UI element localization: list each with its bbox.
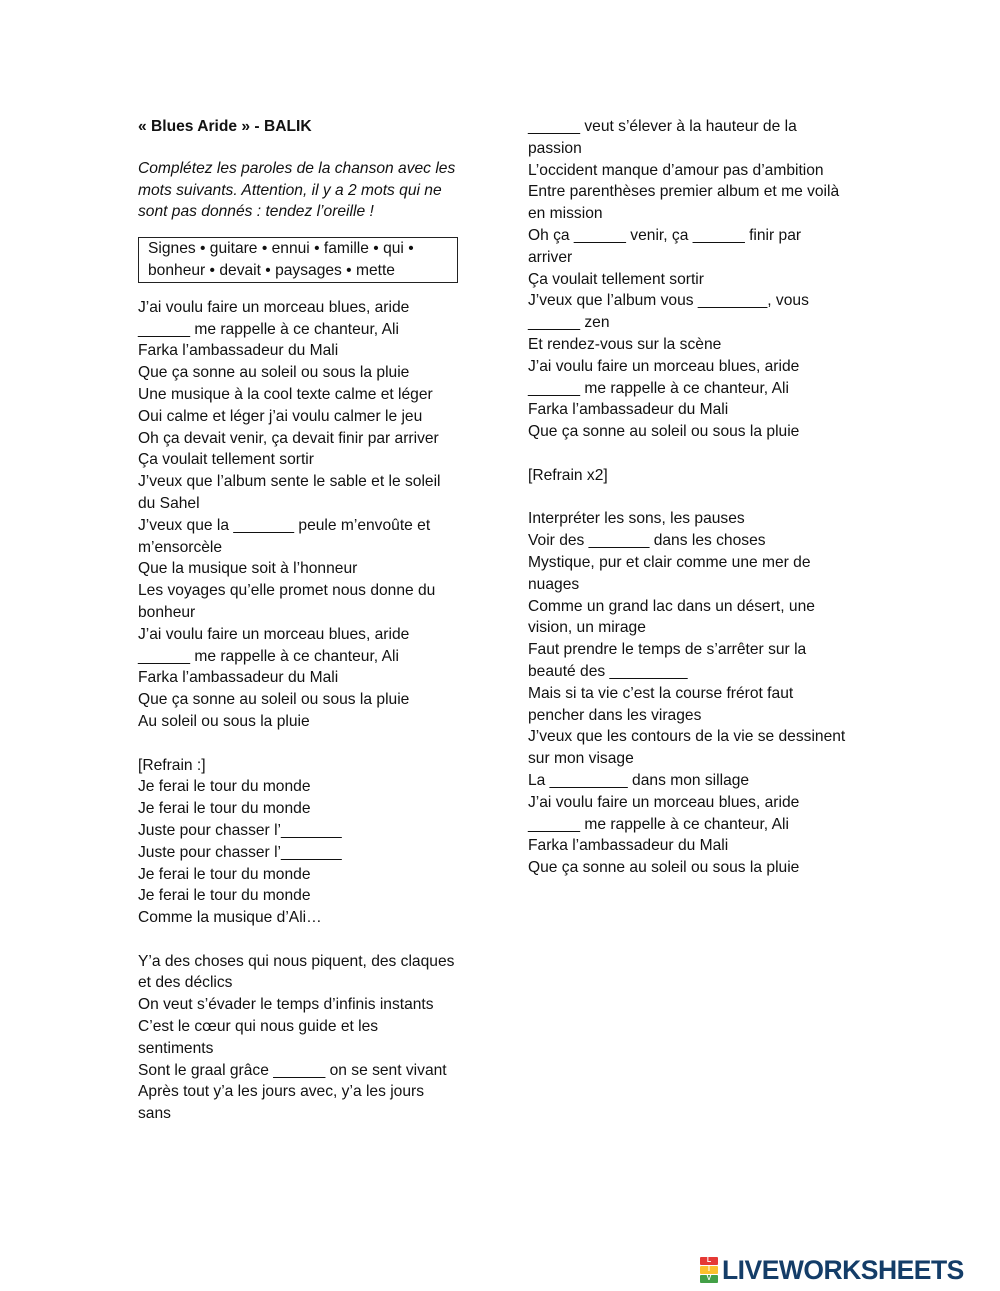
lyric-line: [Refrain x2]: [528, 466, 608, 484]
lyric-line: Interpréter les sons, les pauses: [528, 510, 745, 528]
lyric-line: pencher dans les virages: [528, 706, 702, 724]
lyric-line: Comme la musique d’Ali…: [138, 909, 322, 927]
lyric-line: ______ zen: [528, 314, 610, 332]
stanza-gap: [138, 929, 478, 951]
lyric-line: Que ça sonne au soleil ou sous la pluie: [528, 859, 800, 877]
lyric-line: Entre parenthèses premier album et me voilà: [528, 183, 840, 201]
lyric-line: Je ferai le tour du monde: [138, 778, 311, 796]
lyric-line: du Sahel: [138, 494, 200, 512]
instructions: [138, 158, 478, 223]
lyric-line: J’veux que l’album vous ________, vous: [528, 292, 809, 310]
lyric-line: ______ me rappelle à ce chanteur, Ali: [528, 815, 789, 833]
lyric-line: Oui calme et léger j’ai voulu calmer le jeu: [138, 407, 423, 425]
song-title: « Blues Aride » - BALIK: [138, 118, 312, 135]
lyric-line: passion: [528, 139, 582, 157]
lyric-line: Que la musique soit à l’honneur: [138, 560, 358, 578]
right-column: [528, 116, 873, 879]
lyric-line: Mystique, pur et clair comme une mer de: [528, 553, 811, 571]
lyric-line: Voir des _______ dans les choses: [528, 532, 766, 550]
lyric-line: Que ça sonne au soleil ou sous la pluie: [528, 423, 800, 441]
lyric-line: Farka l’ambassadeur du Mali: [528, 837, 729, 855]
logo-mark-icon: [700, 1257, 718, 1284]
lyric-line: arriver: [528, 248, 573, 266]
lyric-line: Les voyages qu’elle promet nous donne du: [138, 582, 436, 600]
lyric-line: ______ veut s’élever à la hauteur de la: [528, 118, 797, 135]
instruction-line: Complétez les paroles de la chanson avec les: [138, 159, 456, 177]
lyric-line: [Refrain :]: [138, 756, 206, 774]
word-bank-box: [138, 237, 458, 283]
instruction-line: sont pas donnés : tendez l’oreille !: [138, 203, 374, 221]
instruction-line: mots suivants. Attention, il y a 2 mots qui ne: [138, 181, 442, 199]
lyric-line: Au soleil ou sous la pluie: [138, 712, 310, 730]
lyric-line: Je ferai le tour du monde: [138, 800, 311, 818]
lyric-line: Ça voulait tellement sortir: [138, 451, 314, 469]
lyric-line: Après tout y’a les jours avec, y’a les jours: [138, 1083, 425, 1101]
logo-mark-letter: L: [700, 1257, 718, 1265]
stanza-gap: [528, 443, 873, 465]
lyric-line: Sont le graal grâce ______ on se sent vivant: [138, 1061, 447, 1079]
lyric-line: Je ferai le tour du monde: [138, 865, 311, 883]
lyric-line: J’ai voulu faire un morceau blues, aride: [138, 298, 410, 316]
lyric-line: J’ai voulu faire un morceau blues, aride: [528, 357, 800, 375]
lyric-line: J’ai voulu faire un morceau blues, aride: [138, 625, 410, 643]
lyric-line: Que ça sonne au soleil ou sous la pluie: [138, 364, 410, 382]
logo-mark-letter: I: [700, 1266, 718, 1274]
lyric-line: en mission: [528, 205, 603, 223]
lyric-line: nuages: [528, 575, 580, 593]
right-lyrics: [528, 116, 873, 879]
lyric-line: J’veux que l’album sente le sable et le soleil: [138, 473, 441, 491]
lyric-line: vision, un mirage: [528, 619, 646, 637]
lyric-line: Farka l’ambassadeur du Mali: [528, 401, 729, 419]
word-bank-line: bonheur • devait • paysages • mette: [148, 261, 395, 279]
lyric-line: Et rendez-vous sur la scène: [528, 335, 722, 353]
lyric-line: On veut s’évader le temps d’infinis instants: [138, 996, 434, 1014]
logo-mark-letter: V: [700, 1275, 718, 1283]
stanza-gap: [528, 487, 873, 509]
lyric-line: sans: [138, 1105, 171, 1123]
lyric-line: Que ça sonne au soleil ou sous la pluie: [138, 691, 410, 709]
left-lyrics: [138, 297, 478, 1125]
lyric-line: Ça voulait tellement sortir: [528, 270, 704, 288]
lyric-line: Oh ça devait venir, ça devait finir par arriver: [138, 429, 439, 447]
lyric-line: bonheur: [138, 603, 196, 621]
liveworksheets-logo: [700, 1256, 964, 1284]
lyric-line: La _________ dans mon sillage: [528, 771, 750, 789]
lyric-line: et des déclics: [138, 974, 233, 992]
lyric-line: J’veux que la _______ peule m’envoûte et: [138, 516, 431, 534]
lyric-line: Farka l’ambassadeur du Mali: [138, 342, 339, 360]
lyric-line: sur mon visage: [528, 750, 634, 768]
lyric-line: beauté des _________: [528, 662, 688, 680]
lyric-line: sentiments: [138, 1039, 214, 1057]
lyric-line: Une musique à la cool texte calme et léger: [138, 385, 433, 403]
lyric-line: Oh ça ______ venir, ça ______ finir par: [528, 226, 802, 244]
lyric-line: Comme un grand lac dans un désert, une: [528, 597, 815, 615]
lyric-line: C’est le cœur qui nous guide et les: [138, 1018, 379, 1036]
lyric-line: J’veux que les contours de la vie se dessinent: [528, 728, 846, 746]
lyric-line: L’occident manque d’amour pas d’ambition: [528, 161, 824, 179]
lyric-line: Juste pour chasser l’_______: [138, 821, 342, 839]
left-column: [138, 116, 478, 1125]
lyric-line: Farka l’ambassadeur du Mali: [138, 669, 339, 687]
lyric-line: Juste pour chasser l’_______: [138, 843, 342, 861]
stanza-gap: [138, 733, 478, 755]
lyric-line: Je ferai le tour du monde: [138, 887, 311, 905]
word-bank-line: Signes • guitare • ennui • famille • qui •: [148, 240, 414, 258]
lyric-line: m’ensorcèle: [138, 538, 223, 556]
lyric-line: ______ me rappelle à ce chanteur, Ali: [138, 320, 399, 338]
lyric-line: J’ai voulu faire un morceau blues, aride: [528, 793, 800, 811]
lyric-line: ______ me rappelle à ce chanteur, Ali: [138, 647, 399, 665]
logo-text: LIVEWORKSHEETS: [722, 1254, 964, 1285]
lyric-line: Faut prendre le temps de s’arrêter sur la: [528, 641, 807, 659]
lyric-line: ______ me rappelle à ce chanteur, Ali: [528, 379, 789, 397]
lyric-line: Mais si ta vie c’est la course frérot faut: [528, 684, 794, 702]
lyric-line: Y’a des choses qui nous piquent, des claques: [138, 952, 455, 970]
